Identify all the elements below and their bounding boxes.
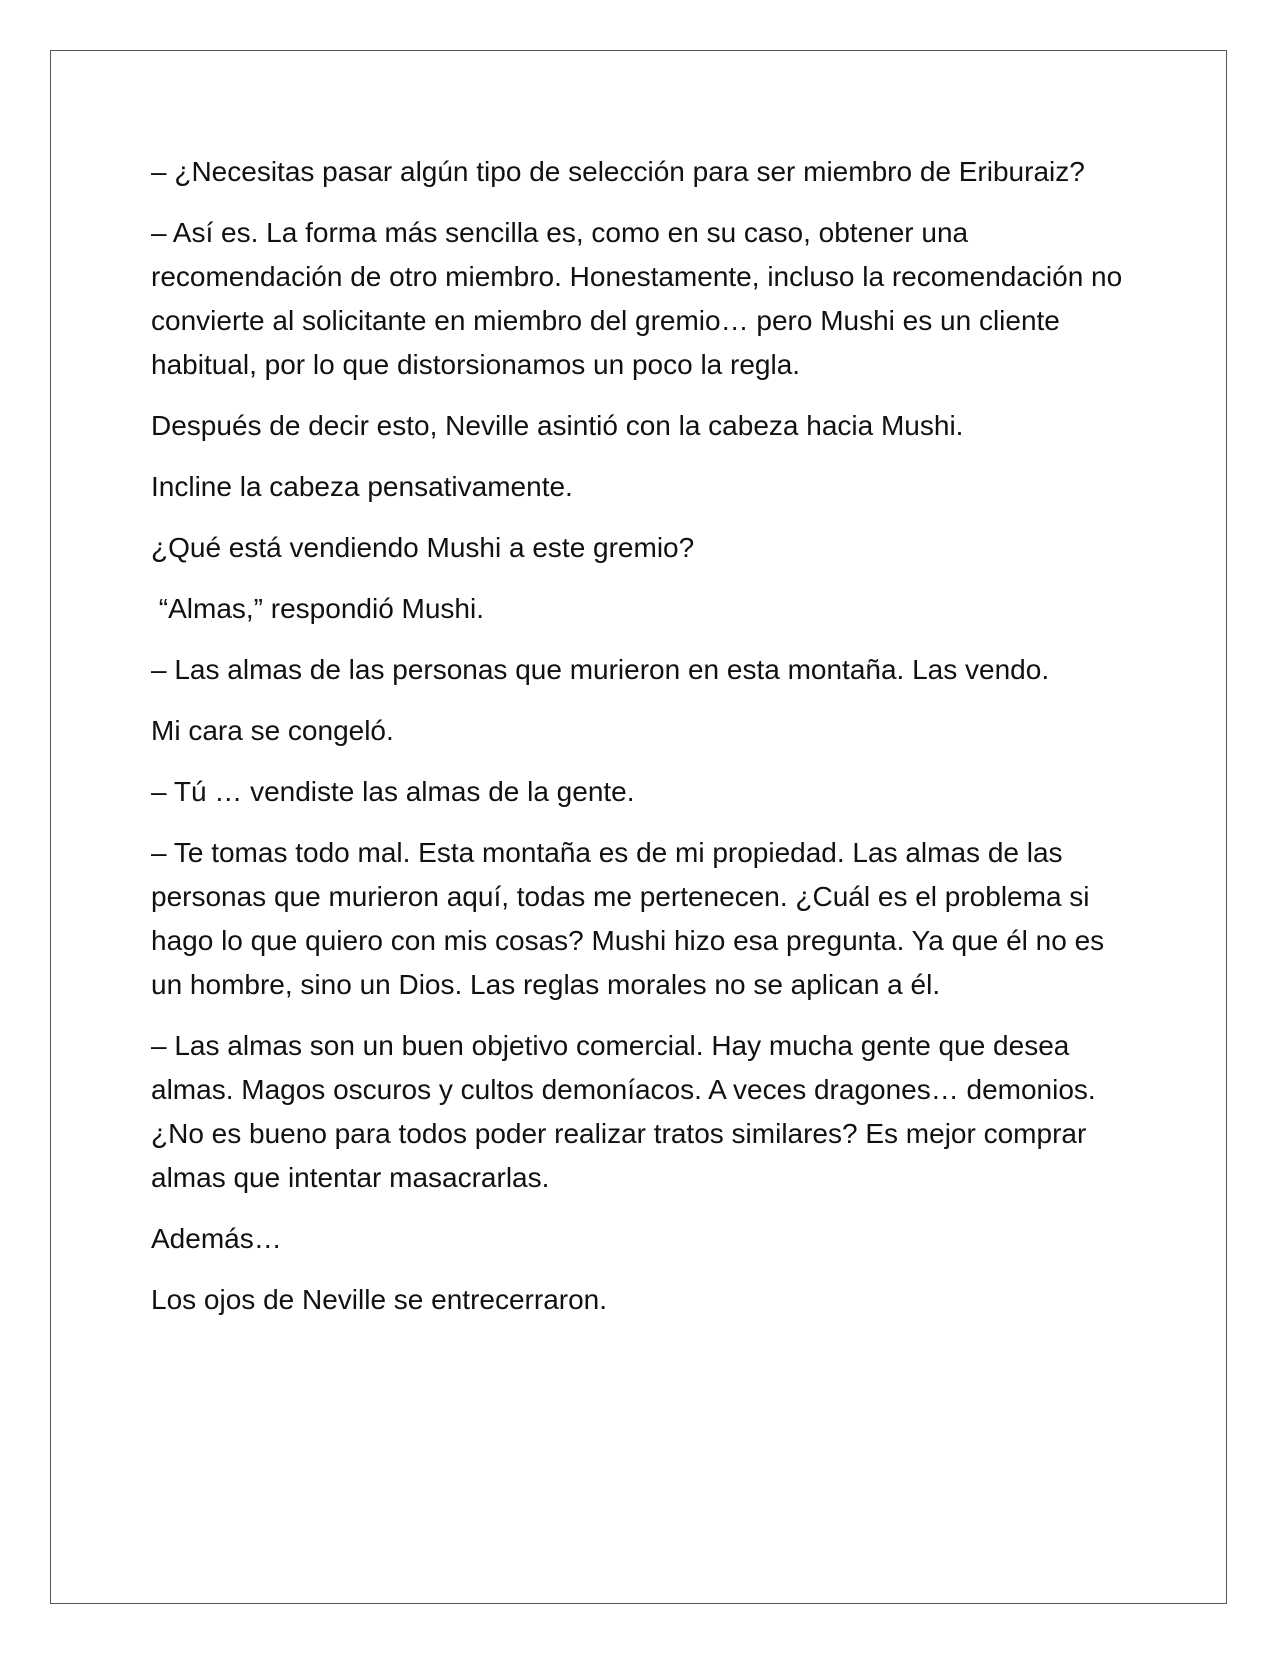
paragraph: Incline la cabeza pensativamente. bbox=[151, 471, 573, 502]
paragraph: – ¿Necesitas pasar algún tipo de selección para ser miembro de Eriburaiz? bbox=[151, 156, 1085, 187]
paragraph: “Almas,” respondió Mushi. bbox=[151, 593, 485, 624]
paragraph: Los ojos de Neville se entrecerraron. bbox=[151, 1284, 608, 1315]
paragraph: ¿Qué está vendiendo Mushi a este gremio? bbox=[151, 532, 695, 563]
paragraph: – Te tomas todo mal. Esta montaña es de mi propiedad. Las almas de las personas que murieron aquí, todas me pertenecen. ¿Cuál es el problema si hago lo que quiero con mis cosas? Mushi hizo esa pregunta. Ya que él no es un hombre, sino un Dios. Las reglas morales no se aplican a él. bbox=[151, 837, 1112, 1000]
paragraph: – Las almas son un buen objetivo comercial. Hay mucha gente que desea almas. Magos oscuros y cultos demoníacos. A veces dragones… demonios. ¿No es bueno para todos poder realizar tratos similares? Es mejor comprar almas que intentar masacrarlas. bbox=[151, 1030, 1104, 1193]
document-body bbox=[151, 150, 1141, 1339]
paragraph: – Tú … vendiste las almas de la gente. bbox=[151, 776, 635, 807]
paragraph: – Así es. La forma más sencilla es, como en su caso, obtener una recomendación de otro miembro. Honestamente, incluso la recomendación no convierte al solicitante en miembro del gremio… pero Mushi es un cliente habitual, por lo que distorsionamos un poco la regla. bbox=[151, 217, 1130, 380]
paragraph: – Las almas de las personas que murieron en esta montaña. Las vendo. bbox=[151, 654, 1050, 685]
paragraph: Mi cara se congeló. bbox=[151, 715, 394, 746]
paragraph: Además… bbox=[151, 1223, 282, 1254]
paragraph: Después de decir esto, Neville asintió con la cabeza hacia Mushi. bbox=[151, 410, 964, 441]
